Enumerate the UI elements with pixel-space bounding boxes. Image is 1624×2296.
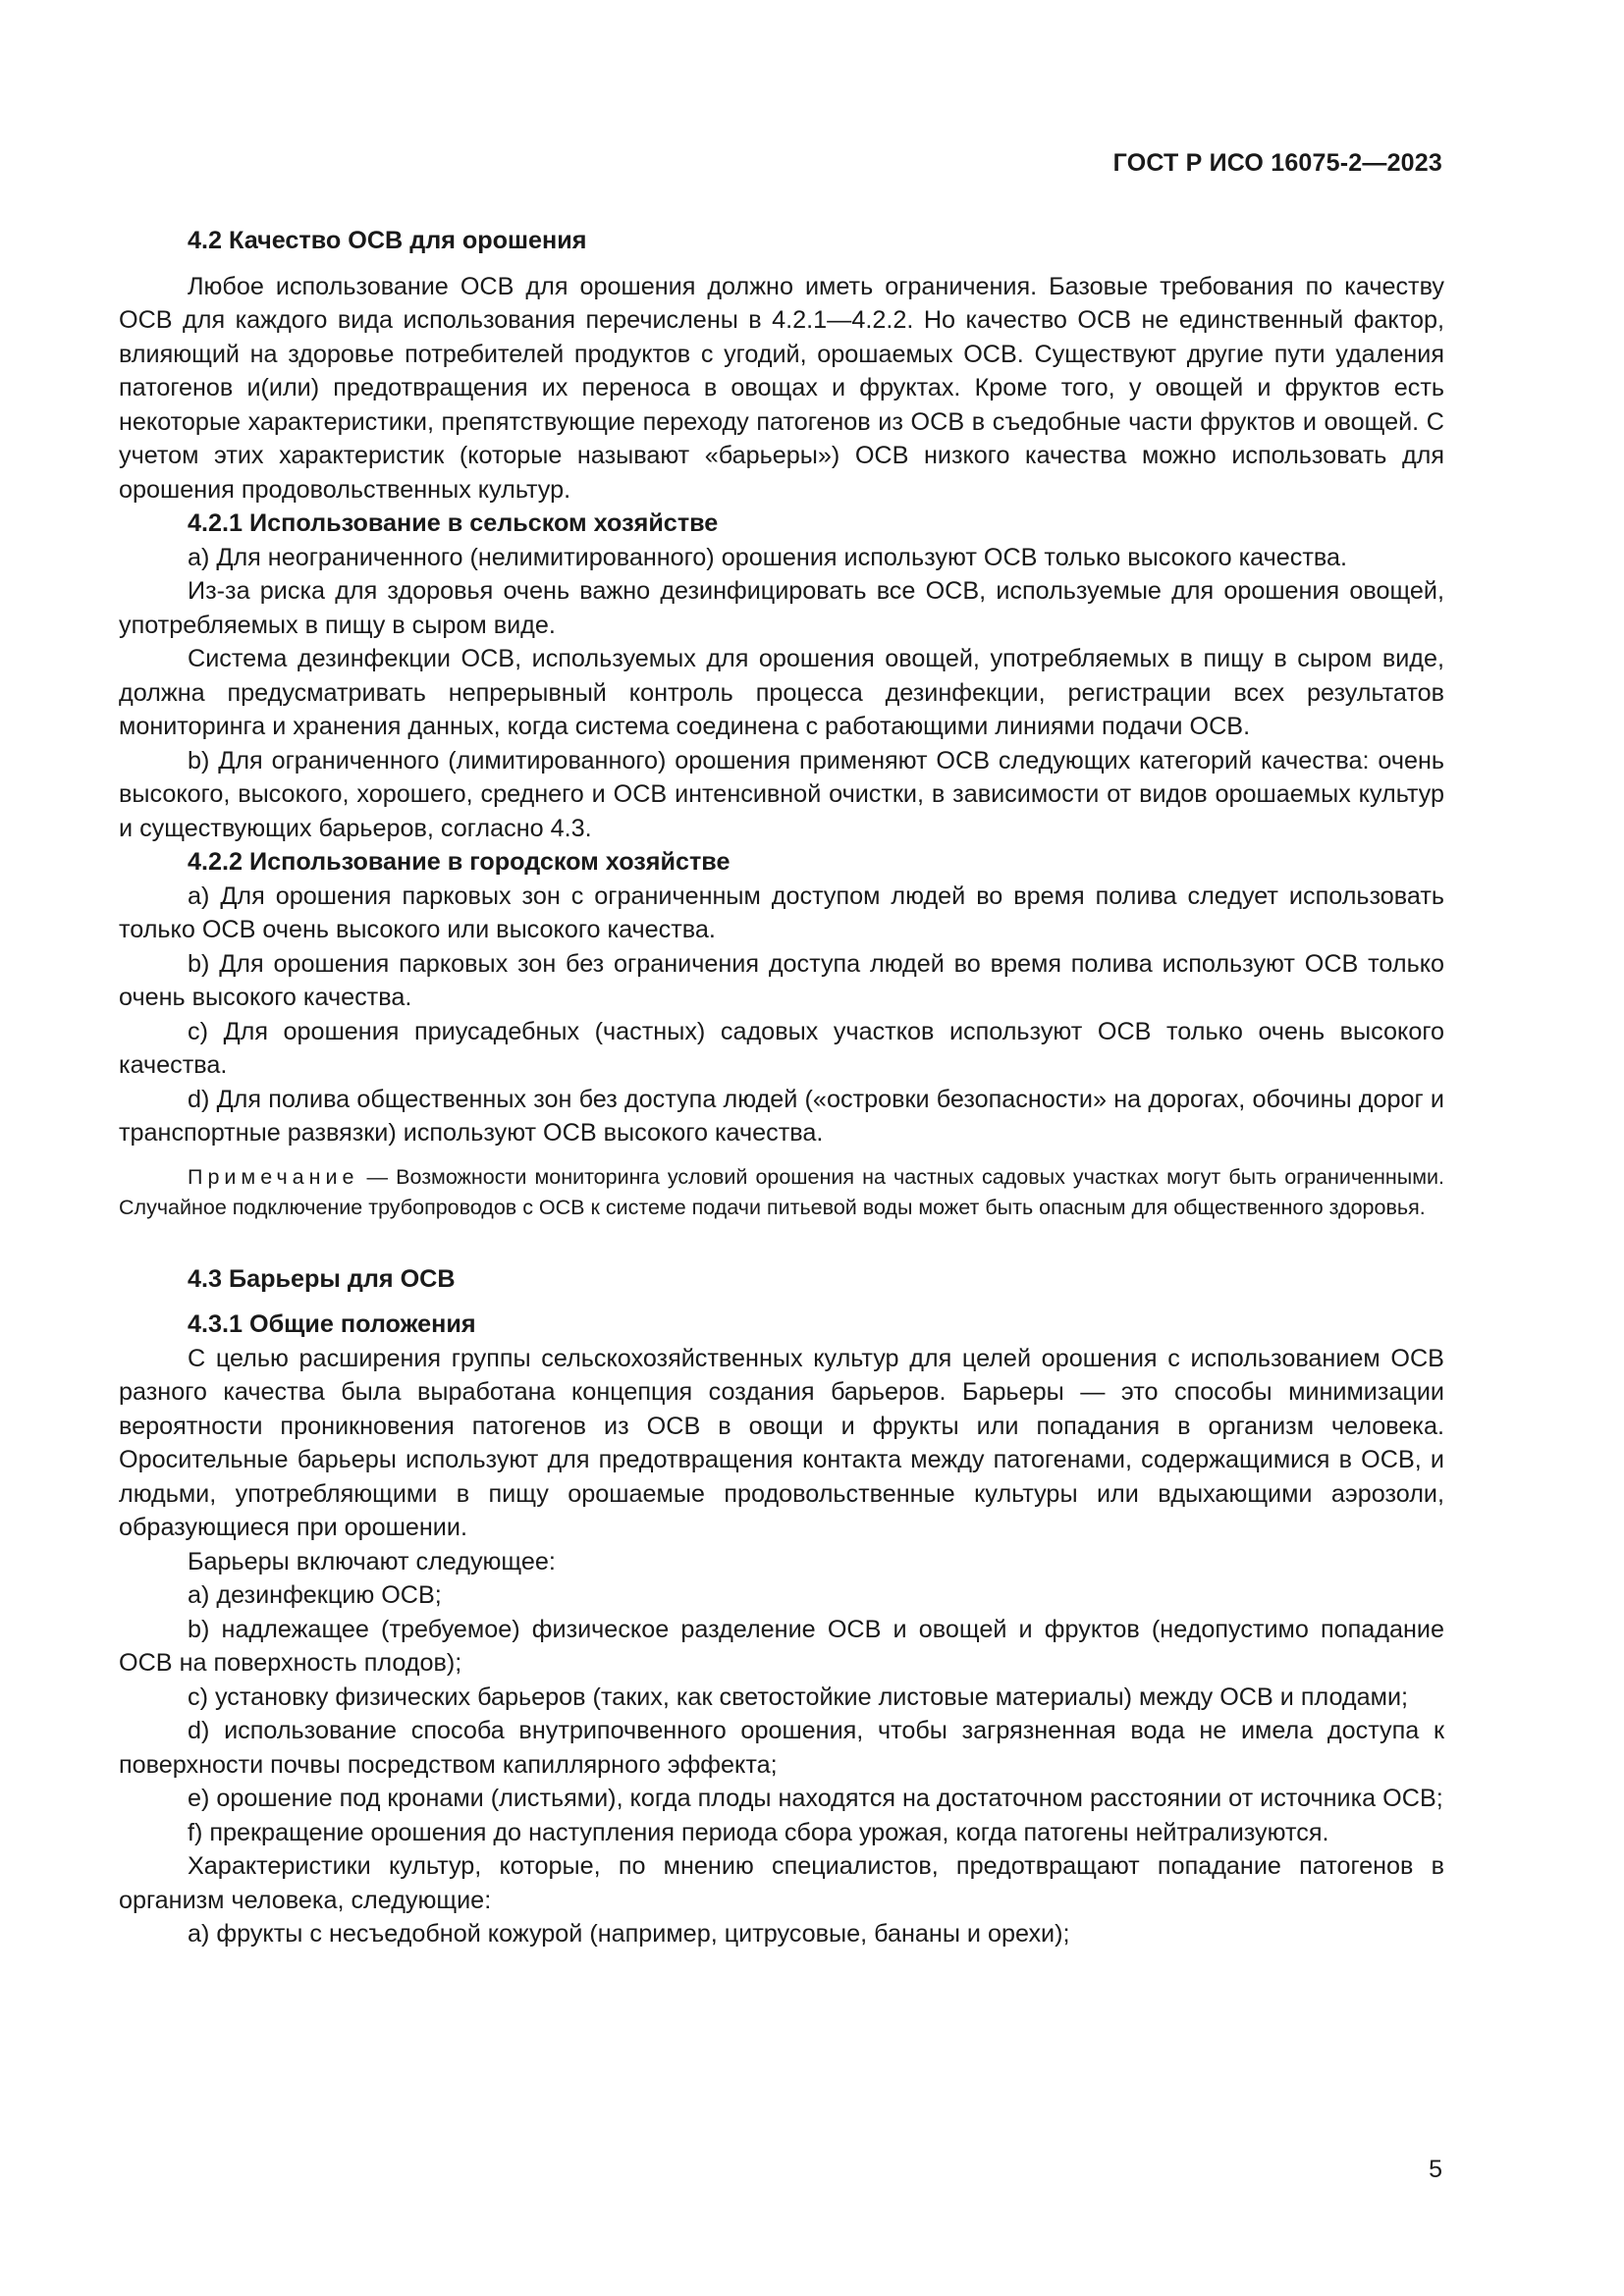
list-item: f) прекращение орошения до наступления периода сбора урожая, когда патогены нейтрализуются. [188, 1818, 1329, 1846]
paragraph: b) Для орошения парковых зон без ограничения доступа людей во время полива используют ОСВ только очень высокого качества. [119, 949, 1444, 1011]
characteristics-intro: Характеристики культур, которые, по мнению специалистов, предотвращают попадание патогенов в организм человека, следующие: [119, 1852, 1444, 1914]
list-item: d) использование способа внутрипочвенного орошения, чтобы загрязненная вода не имела доступа к поверхности почвы посредством капиллярного эффекта; [119, 1717, 1444, 1779]
paragraph: Система дезинфекции ОСВ, используемых для орошения овощей, употребляемых в пищу в сыром виде, должна предусматривать непрерывный контроль процесса дезинфекции, регистрации всех результатов мониторинга и хранения данных, когда система соединена с работающими линиями подачи ОСВ. [119, 645, 1444, 740]
section-4-3-1-intro: С целью расширения группы сельскохозяйственных культур для целей орошения с использованием ОСВ разного качества была выработана концепция создания барьеров. Барьеры — это способы минимизации вероятности проникновения патогенов из ОСВ в овощи и фрукты или попадания в организм человека. Оросительные барьеры используют для предотвращения контакта между патогенами, содержащимися в ОСВ, и людьми, употребляющими в пищу орошаемые продовольственные культуры или вдыхающими аэрозоли, образующиеся при орошении. [119, 1344, 1444, 1541]
note-label: Примечание [188, 1164, 359, 1189]
list-item: е) орошение под кронами (листьями), когда плоды находятся на достаточном расстоянии от источника ОСВ; [188, 1785, 1443, 1812]
note [119, 1162, 1444, 1223]
list-item: с) установку физических барьеров (таких, как светостойкие листовые материалы) между ОСВ и плодами; [188, 1682, 1409, 1711]
section-4-2-2-heading: 4.2.2 Использование в городском хозяйстве [188, 848, 731, 876]
paragraph: b) Для ограниченного (лимитированного) орошения применяют ОСВ следующих категорий качества: очень высокого, высокого, хорошего, среднего и ОСВ интенсивной очистки, в зависимости от видов орошаемых культур и существующих барьеров, согласно 4.3. [119, 746, 1444, 842]
list-item: b) надлежащее (требуемое) физическое разделение ОСВ и овощей и фруктов (недопустимо попадание ОСВ на поверхность плодов); [119, 1615, 1444, 1677]
section-4-3-heading: 4.3 Барьеры для ОСВ [188, 1264, 456, 1293]
paragraph: а) Для неограниченного (нелимитированного) орошения используют ОСВ только высокого качества. [188, 543, 1347, 571]
paragraph: d) Для полива общественных зон без доступа людей («островки безопасности» на дорогах, обочины дорог и транспортные развязки) используют ОСВ высокого качества. [119, 1085, 1444, 1147]
paragraph: Из-за риска для здоровья очень важно дезинфицировать все ОСВ, используемые для орошения овощей, употребляемых в пищу в сыром виде. [119, 577, 1444, 639]
document-code-header: ГОСТ Р ИСО 16075-2—2023 [1112, 149, 1442, 177]
section-4-2-intro: Любое использование ОСВ для орошения должно иметь ограничения. Базовые требования по качеству ОСВ для каждого вида использования перечислены в 4.2.1—4.2.2. Но качество ОСВ не единственный фактор, влияющий на здоровье потребителей продуктов с угодий, орошаемых ОСВ. Существуют другие пути удаления патогенов и(или) предотвращения их переноса в овощах и фруктах. Кроме того, у овощей и фруктов есть некоторые характеристики, препятствующие переходу патогенов из ОСВ в съедобные части фруктов и овощей. С учетом этих характеристик (которые называют «барьеры») ОСВ низкого качества можно использовать для орошения продовольственных культур. [119, 272, 1444, 504]
section-4-2-heading: 4.2 Качество ОСВ для орошения [188, 227, 587, 254]
document-body [119, 224, 1444, 1951]
list-intro: Барьеры включают следующее: [188, 1547, 556, 1575]
paragraph: с) Для орошения приусадебных (частных) садовых участков используют ОСВ только очень высокого качества. [119, 1017, 1444, 1079]
section-4-2-1-heading: 4.2.1 Использование в сельском хозяйстве [188, 509, 719, 537]
section-4-3-1-heading: 4.3.1 Общие положения [188, 1310, 476, 1338]
list-item: а) дезинфекцию ОСВ; [188, 1581, 442, 1609]
page-number: 5 [1429, 2156, 1442, 2183]
paragraph: а) Для орошения парковых зон с ограниченным доступом людей во время полива следует использовать только ОСВ очень высокого или высокого качества. [119, 881, 1444, 943]
list-item: а) фрукты с несъедобной кожурой (например, цитрусовые, бананы и орехи); [188, 1920, 1070, 1948]
note-text: — Возможности мониторинга условий орошения на частных садовых участках могут быть ограниченными. Случайное подключение трубопроводов с ОСВ к системе подачи питьевой воды может быть опасным для общественного здоровья. [119, 1164, 1444, 1219]
